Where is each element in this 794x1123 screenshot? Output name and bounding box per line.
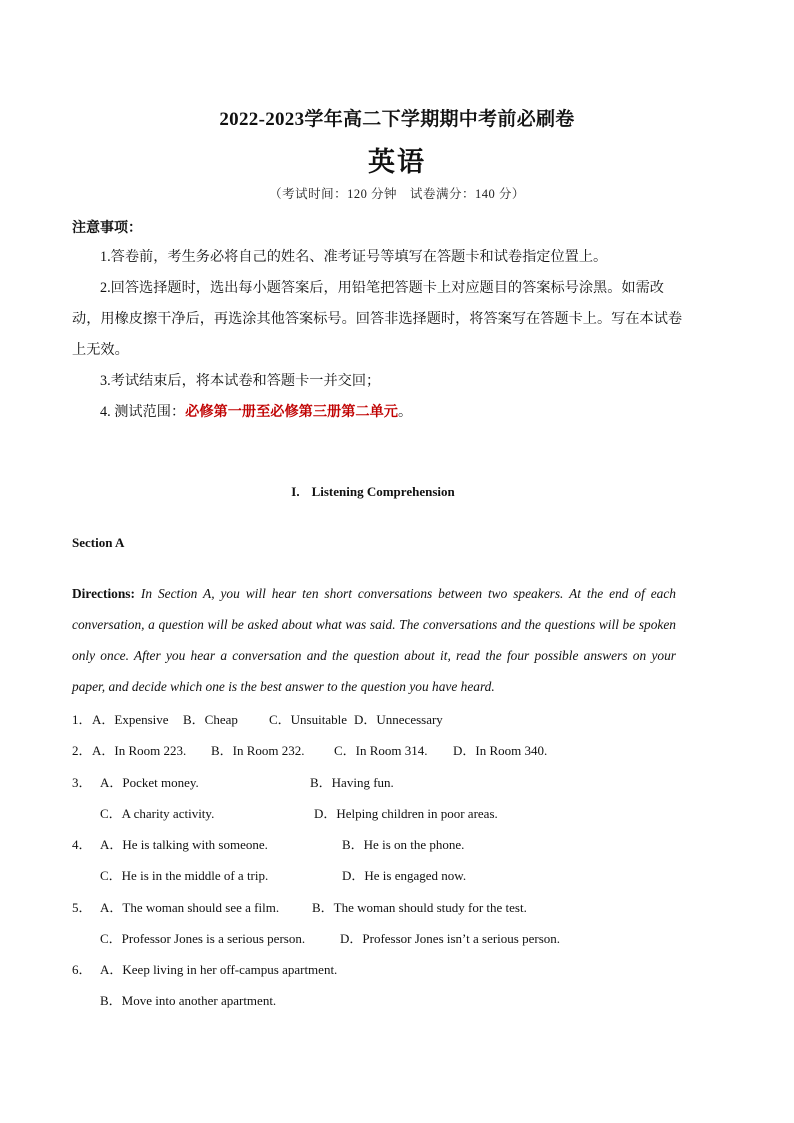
section-title: Section A (72, 535, 125, 550)
part-heading (0, 484, 746, 500)
question-number: 6． (72, 962, 92, 977)
option-b: B．The woman should study for the test. (312, 900, 527, 915)
question-number: 2． (72, 743, 92, 758)
option-a: A．He is talking with someone. (100, 837, 268, 852)
option-b: B．Having fun. (310, 775, 394, 790)
option-b: B．He is on the phone. (342, 837, 465, 852)
option-d: D．Helping children in poor areas. (314, 806, 498, 821)
part-number: I. (291, 484, 300, 499)
option-b: B．Cheap (183, 712, 238, 727)
option-c: C．A charity activity. (100, 806, 215, 821)
option-c: C．He is in the middle of a trip. (100, 868, 269, 883)
question-number: 3． (72, 775, 92, 790)
option-d: D．Professor Jones isn’t a serious person. (340, 931, 561, 946)
directions (72, 578, 676, 702)
note-item: 3.考试结束后，将本试卷和答题卡一并交回； (100, 373, 381, 389)
option-b: B．In Room 232. (211, 743, 305, 758)
directions-label: Directions: (72, 586, 135, 601)
question-number: 1． (72, 712, 92, 727)
note-item: 2.回答选择题时，选出每小题答案后，用铅笔把答题卡上对应题目的答案标号涂黑。如需改动，用橡皮擦干净后，再选涂其他答案标号。回答非选择题时，将答案写在答题卡上。写在本试卷上无效。 (72, 280, 683, 358)
option-b: B．Move into another apartment. (100, 993, 277, 1008)
option-c: C．In Room 314. (334, 743, 428, 758)
exam-title: 2022-2023学年高二下学期期中考前必刷卷 (219, 109, 575, 130)
note-item-test-range (72, 397, 684, 428)
option-d: D．He is engaged now. (342, 868, 467, 883)
option-c: C．Unsuitable (269, 712, 347, 727)
exam-info: （考试时间：120 分钟 试卷满分：140 分） (269, 187, 525, 201)
test-range-value: 必修第一册至必修第三册第二单元 (185, 404, 398, 420)
option-d: D．In Room 340. (453, 743, 548, 758)
subject-title: 英语 (368, 147, 426, 177)
part-title: Listening Comprehension (311, 484, 455, 499)
test-range-suffix: 。 (397, 404, 413, 420)
directions-text: In Section A, you will hear ten short conversations between two speakers. At the end of each conversation, a question will be asked about what was said. The conversations and the questions will be spoken only once. After you hear a conversation and the question about it, read the four possible answers on your paper, and decide which one is the best answer to the question you have heard. (72, 586, 676, 694)
option-a: A．Expensive (92, 712, 169, 727)
question-number: 5． (72, 900, 92, 915)
question-number: 4． (72, 837, 92, 852)
test-range-prefix: 4. 测试范围： (100, 404, 186, 420)
notes-heading: 注意事项： (72, 221, 142, 236)
option-a: A．Pocket money. (100, 775, 199, 790)
option-a: A．The woman should see a film. (100, 900, 280, 915)
option-a: A．In Room 223. (92, 743, 187, 758)
option-c: C．Professor Jones is a serious person. (100, 931, 306, 946)
note-item: 1.答卷前，考生务必将自己的姓名、准考证号等填写在答题卡和试卷指定位置上。 (100, 249, 608, 265)
option-d: D．Unnecessary (354, 712, 443, 727)
option-a: A．Keep living in her off-campus apartment. (100, 962, 338, 977)
